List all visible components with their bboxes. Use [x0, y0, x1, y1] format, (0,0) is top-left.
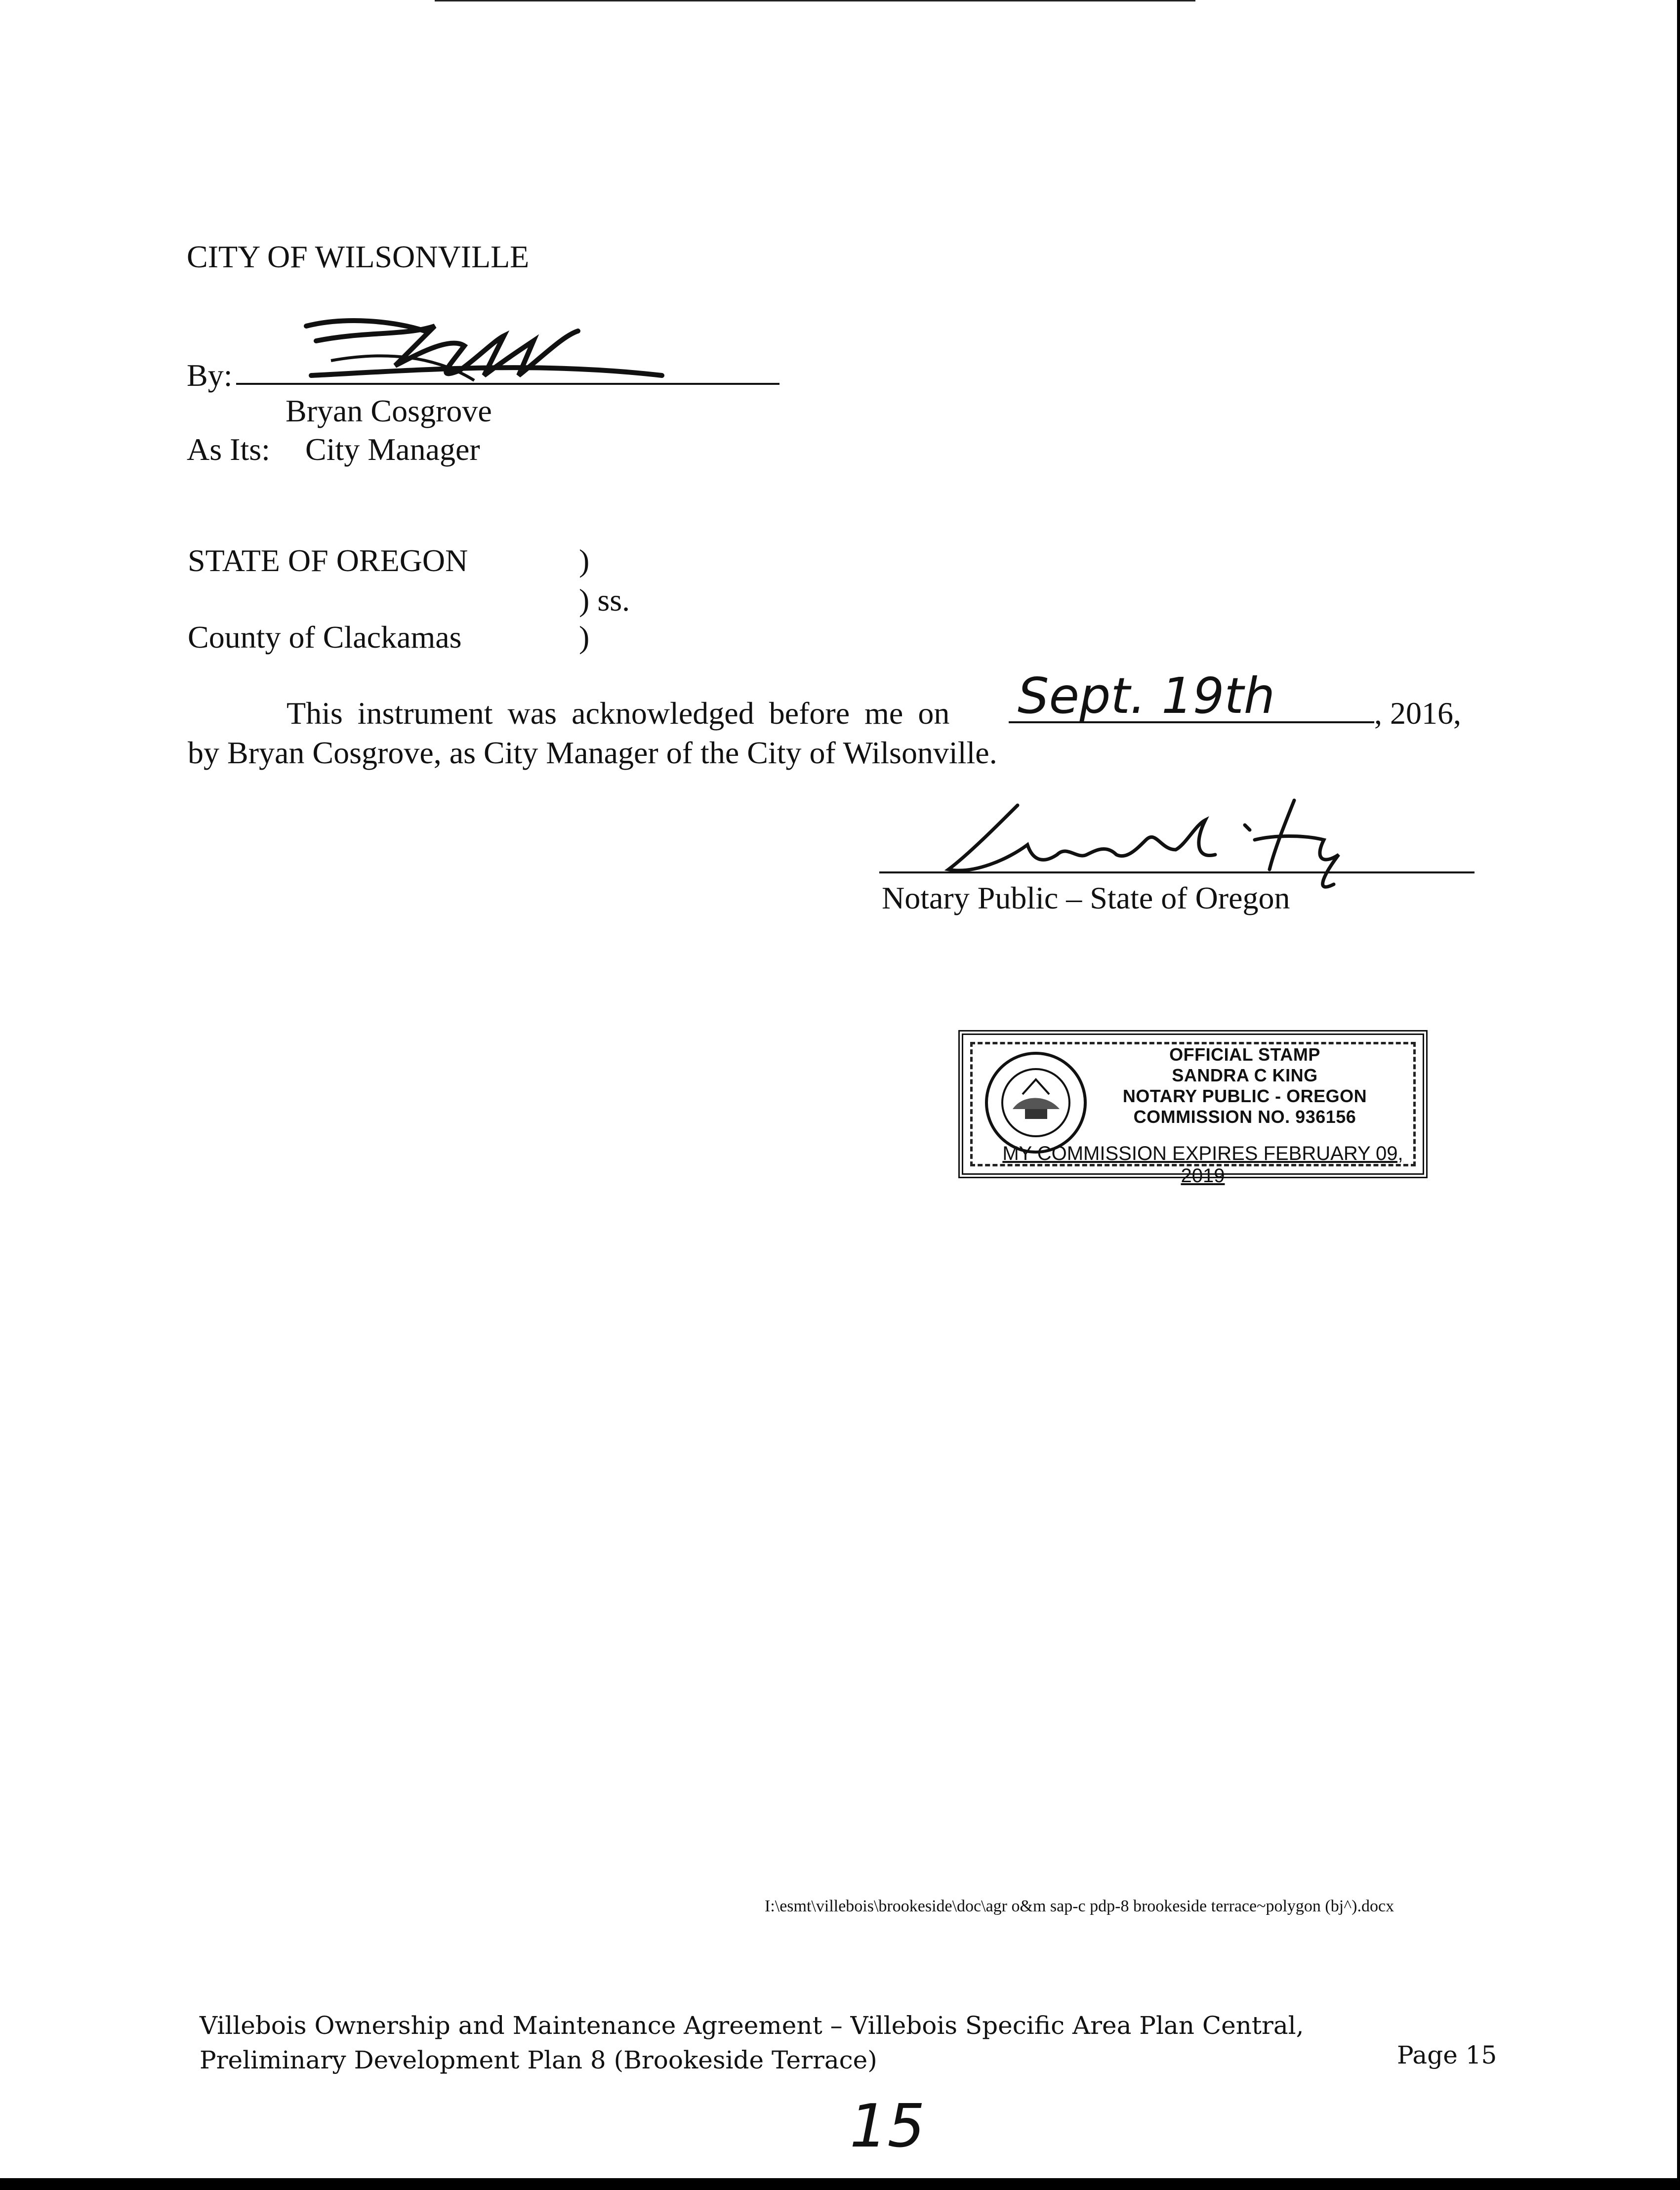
ack-date-handwritten: Sept. 19th	[1018, 667, 1275, 725]
notary-caption: Notary Public – State of Oregon	[882, 880, 1290, 915]
bottom-scan-edge	[0, 2178, 1680, 2190]
county-line: County of Clackamas	[188, 620, 462, 655]
footer-line2: Preliminary Development Plan 8 (Brookeside Terrace)	[200, 2046, 877, 2074]
official-stamp	[958, 1030, 1428, 1187]
stamp-line-name: SANDRA C KING	[1172, 1065, 1318, 1085]
state-line: STATE OF OREGON	[188, 543, 468, 578]
handwritten-page-number: 15	[850, 2092, 925, 2161]
oregon-state-seal	[983, 1050, 1089, 1156]
paren-bottom: )	[579, 620, 590, 655]
signer-title: City Manager	[305, 432, 480, 467]
stamp-line-notary: NOTARY PUBLIC - OREGON	[1122, 1086, 1367, 1106]
signer-name: Bryan Cosgrove	[286, 393, 492, 428]
footer-line1: Villebois Ownership and Maintenance Agreement – Villebois Specific Area Plan Central,	[200, 2011, 1304, 2040]
city-manager-signature	[287, 306, 672, 395]
notary-signature-line	[879, 871, 1475, 873]
entity-name: CITY OF WILSONVILLE	[187, 239, 530, 274]
stamp-line-official: OFFICIAL STAMP	[1169, 1044, 1320, 1065]
paren-top: )	[579, 543, 590, 578]
stamp-line-expires: MY COMMISSION EXPIRES FEBRUARY 09, 2019	[1002, 1143, 1403, 1187]
ss-line: ) ss.	[579, 582, 630, 618]
file-path: I:\esmt\villebois\brookeside\doc\agr o&m sap-c pdp-8 brookeside terrace~polygon (bj^).docx	[765, 1897, 1394, 1915]
stamp-line-commission: COMMISSION NO. 936156	[1133, 1107, 1356, 1127]
right-scan-edge	[1677, 0, 1680, 2190]
top-scan-edge	[435, 0, 1195, 1]
page-number: Page 15	[1397, 2041, 1497, 2069]
ack-prefix: This instrument was acknowledged before me on	[287, 696, 950, 731]
ack-year: , 2016,	[1374, 696, 1461, 731]
as-its-label: As Its:	[187, 432, 270, 467]
by-label: By:	[187, 358, 233, 393]
ack-line2: by Bryan Cosgrove, as City Manager of the City of Wilsonville.	[188, 735, 997, 770]
